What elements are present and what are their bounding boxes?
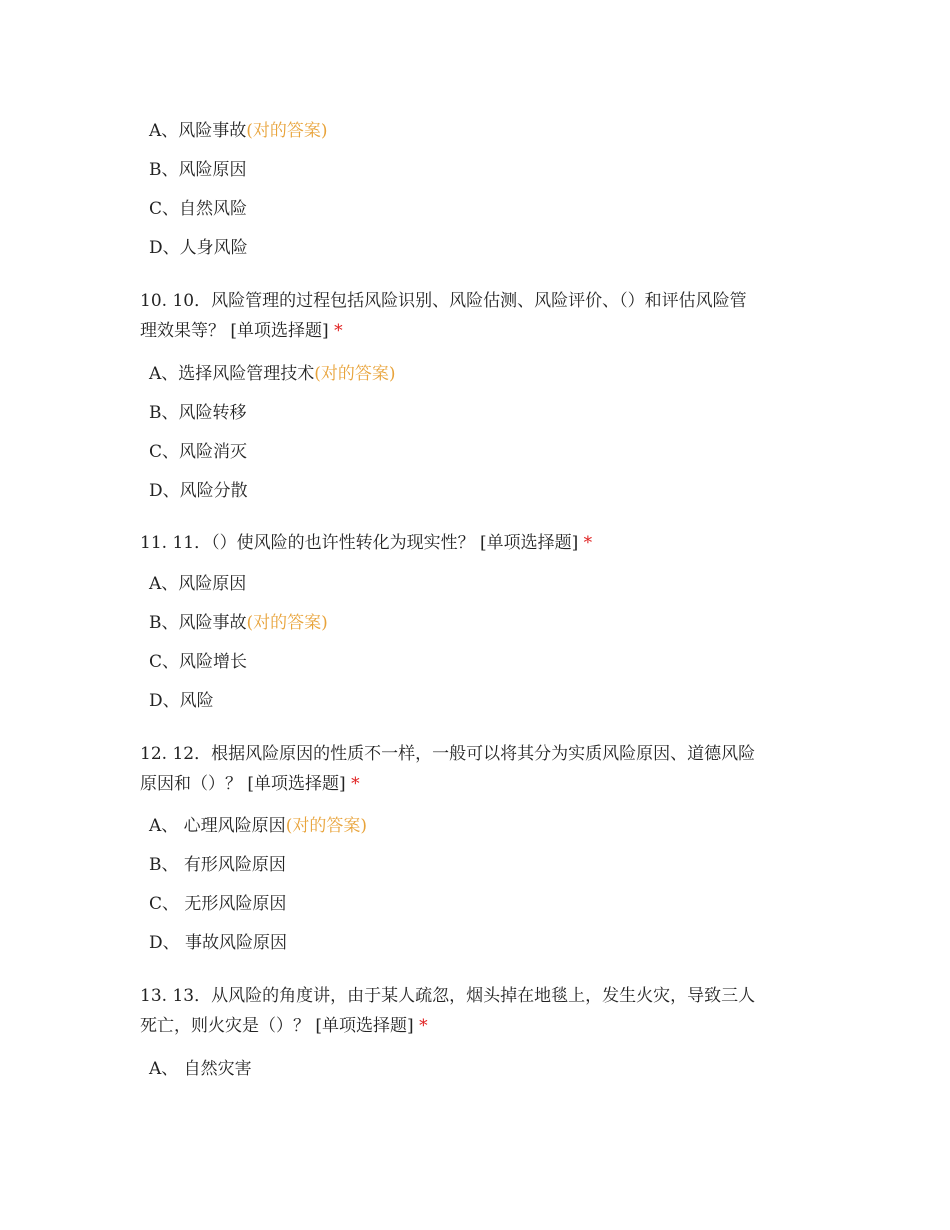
required-mark: * bbox=[334, 321, 343, 341]
option-text: D、 事故风险原因 bbox=[149, 933, 288, 953]
q13-title-line1: 13. 13．从风险的角度讲，由于某人疏忽，烟头掉在地毯上，发生火灾，导致三人 bbox=[140, 986, 756, 1006]
option-text: A、选择风险管理技术 bbox=[149, 364, 315, 384]
correct-answer-note: (对的答案) bbox=[246, 613, 328, 633]
q9-option-b[interactable] bbox=[149, 159, 247, 181]
option-text: D、人身风险 bbox=[149, 238, 248, 258]
q13-option-a[interactable] bbox=[149, 1058, 252, 1080]
q12-option-b[interactable] bbox=[149, 854, 286, 876]
q11-option-b[interactable] bbox=[149, 612, 328, 634]
option-text: B、 有形风险原因 bbox=[149, 855, 286, 875]
option-text: A、风险原因 bbox=[149, 574, 247, 594]
correct-answer-note: (对的答案) bbox=[246, 121, 328, 141]
option-text: C、风险增长 bbox=[149, 652, 248, 672]
q11-title-line1 bbox=[140, 532, 592, 554]
question-text: 11. 11．（）使风险的也许性转化为现实性？ [单项选择题] bbox=[140, 533, 584, 553]
option-text: B、风险转移 bbox=[149, 403, 247, 423]
q13-title-line2 bbox=[140, 1015, 428, 1037]
q10-option-a[interactable] bbox=[149, 363, 396, 385]
option-text: A、 心理风险原因 bbox=[149, 816, 286, 836]
option-text: A、风险事故 bbox=[149, 121, 247, 141]
q10-option-b[interactable] bbox=[149, 402, 247, 424]
option-text: D、风险分散 bbox=[149, 481, 248, 501]
q10-title-line1: 10. 10．风险管理的过程包括风险识别、风险估测、风险评价、（）和评估风险管 bbox=[140, 291, 747, 311]
required-mark: * bbox=[351, 774, 360, 794]
q12-option-c[interactable] bbox=[149, 893, 286, 915]
question-text: 原因和（）？ [单项选择题] bbox=[140, 774, 352, 794]
q12-title-line2 bbox=[140, 773, 360, 795]
q11-option-a[interactable] bbox=[149, 573, 246, 595]
option-text: A、 自然灾害 bbox=[149, 1059, 252, 1079]
q11-option-c[interactable] bbox=[149, 651, 247, 673]
q10-option-d[interactable] bbox=[149, 480, 248, 502]
q10-title-line2 bbox=[140, 320, 343, 342]
required-mark: * bbox=[419, 1016, 428, 1036]
q9-option-d[interactable] bbox=[149, 237, 248, 259]
option-text: C、自然风险 bbox=[149, 199, 248, 219]
question-text: 理效果等？ [单项选择题] bbox=[140, 321, 335, 341]
option-text: C、风险消灭 bbox=[149, 442, 248, 462]
q12-option-d[interactable] bbox=[149, 932, 287, 954]
correct-answer-note: (对的答案) bbox=[285, 816, 367, 836]
option-text: D、风险 bbox=[149, 691, 214, 711]
q10-option-c[interactable] bbox=[149, 441, 247, 463]
option-text: C、 无形风险原因 bbox=[149, 894, 287, 914]
question-text: 死亡，则火灾是（）？ [单项选择题] bbox=[140, 1016, 420, 1036]
q12-title-line1: 12. 12．根据风险原因的性质不一样，一般可以将其分为实质风险原因、道德风险 bbox=[140, 744, 756, 764]
q12-option-a[interactable] bbox=[149, 815, 367, 837]
required-mark: * bbox=[583, 533, 593, 553]
q9-option-c[interactable] bbox=[149, 198, 247, 220]
correct-answer-note: (对的答案) bbox=[314, 364, 396, 384]
q9-option-a[interactable] bbox=[149, 120, 328, 142]
option-text: B、风险原因 bbox=[149, 160, 247, 180]
option-text: B、风险事故 bbox=[149, 613, 247, 633]
q11-option-d[interactable] bbox=[149, 690, 214, 712]
